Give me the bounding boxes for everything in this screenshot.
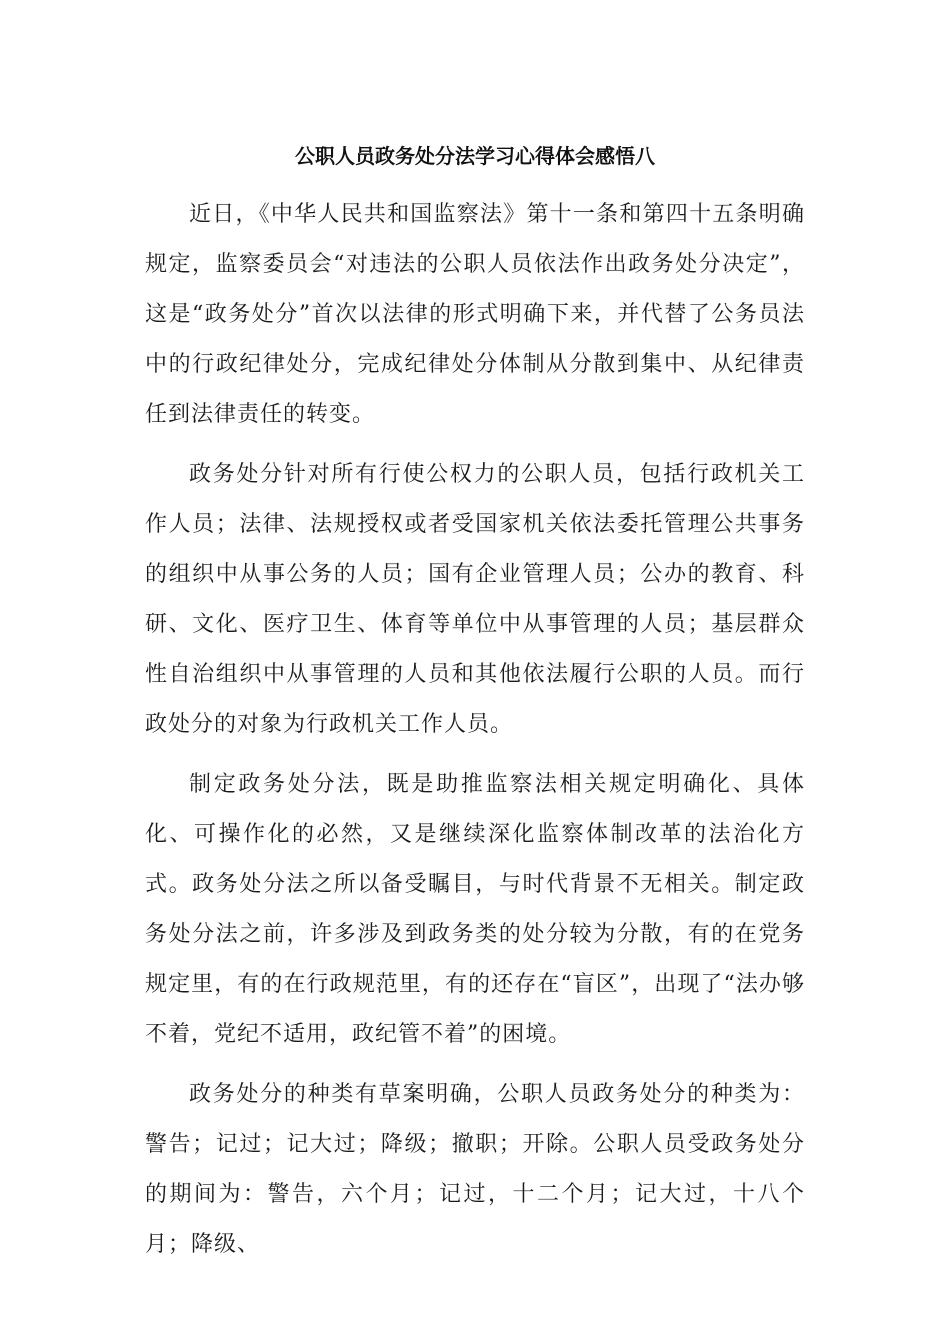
paragraph-1: 近日，《中华人民共和国监察法》第十一条和第四十五条明确规定，监察委员会“对违法的公职人员依法作出政务处分决定”，这是“政务处分”首次以法律的形式明确下来，并代替了公务员法中的行政纪律处分，完成纪律处分体制从分散到集中、从纪律责任到法律责任的转变。 — [145, 202, 805, 427]
paragraph-3: 制定政务处分法，既是助推监察法相关规定明确化、具体化、可操作化的必然，又是继续深化监察体制改革的法治化方式。政务处分法之所以备受瞩目，与时代背景不无相关。制定政务处分法之前，许多涉及到政务类的处分较为分散，有的在党务规定里，有的在行政规范里，有的还存在“盲区”，出现了“法办够不着，党纪不适用，政纪管不着”的困境。 — [145, 772, 805, 1047]
paragraph-2: 政务处分针对所有行使公权力的公职人员，包括行政机关工作人员；法律、法规授权或者受国家机关依法委托管理公共事务的组织中从事公务的人员；国有企业管理人员；公办的教育、科研、文化、医疗卫生、体育等单位中从事管理的人员；基层群众性自治组织中从事管理的人员和其他依法履行公职的人员。而行政处分的对象为行政机关工作人员。 — [145, 462, 805, 737]
document-body — [145, 190, 805, 1280]
document-title: 公职人员政务处分法学习心得体会感悟八 — [295, 144, 655, 168]
paragraph-4: 政务处分的种类有草案明确，公职人员政务处分的种类为：警告；记过；记大过；降级；撤职；开除。公职人员受政务处分的期间为：警告，六个月；记过，十二个月；记大过，十八个月；降级、 — [145, 1082, 805, 1257]
